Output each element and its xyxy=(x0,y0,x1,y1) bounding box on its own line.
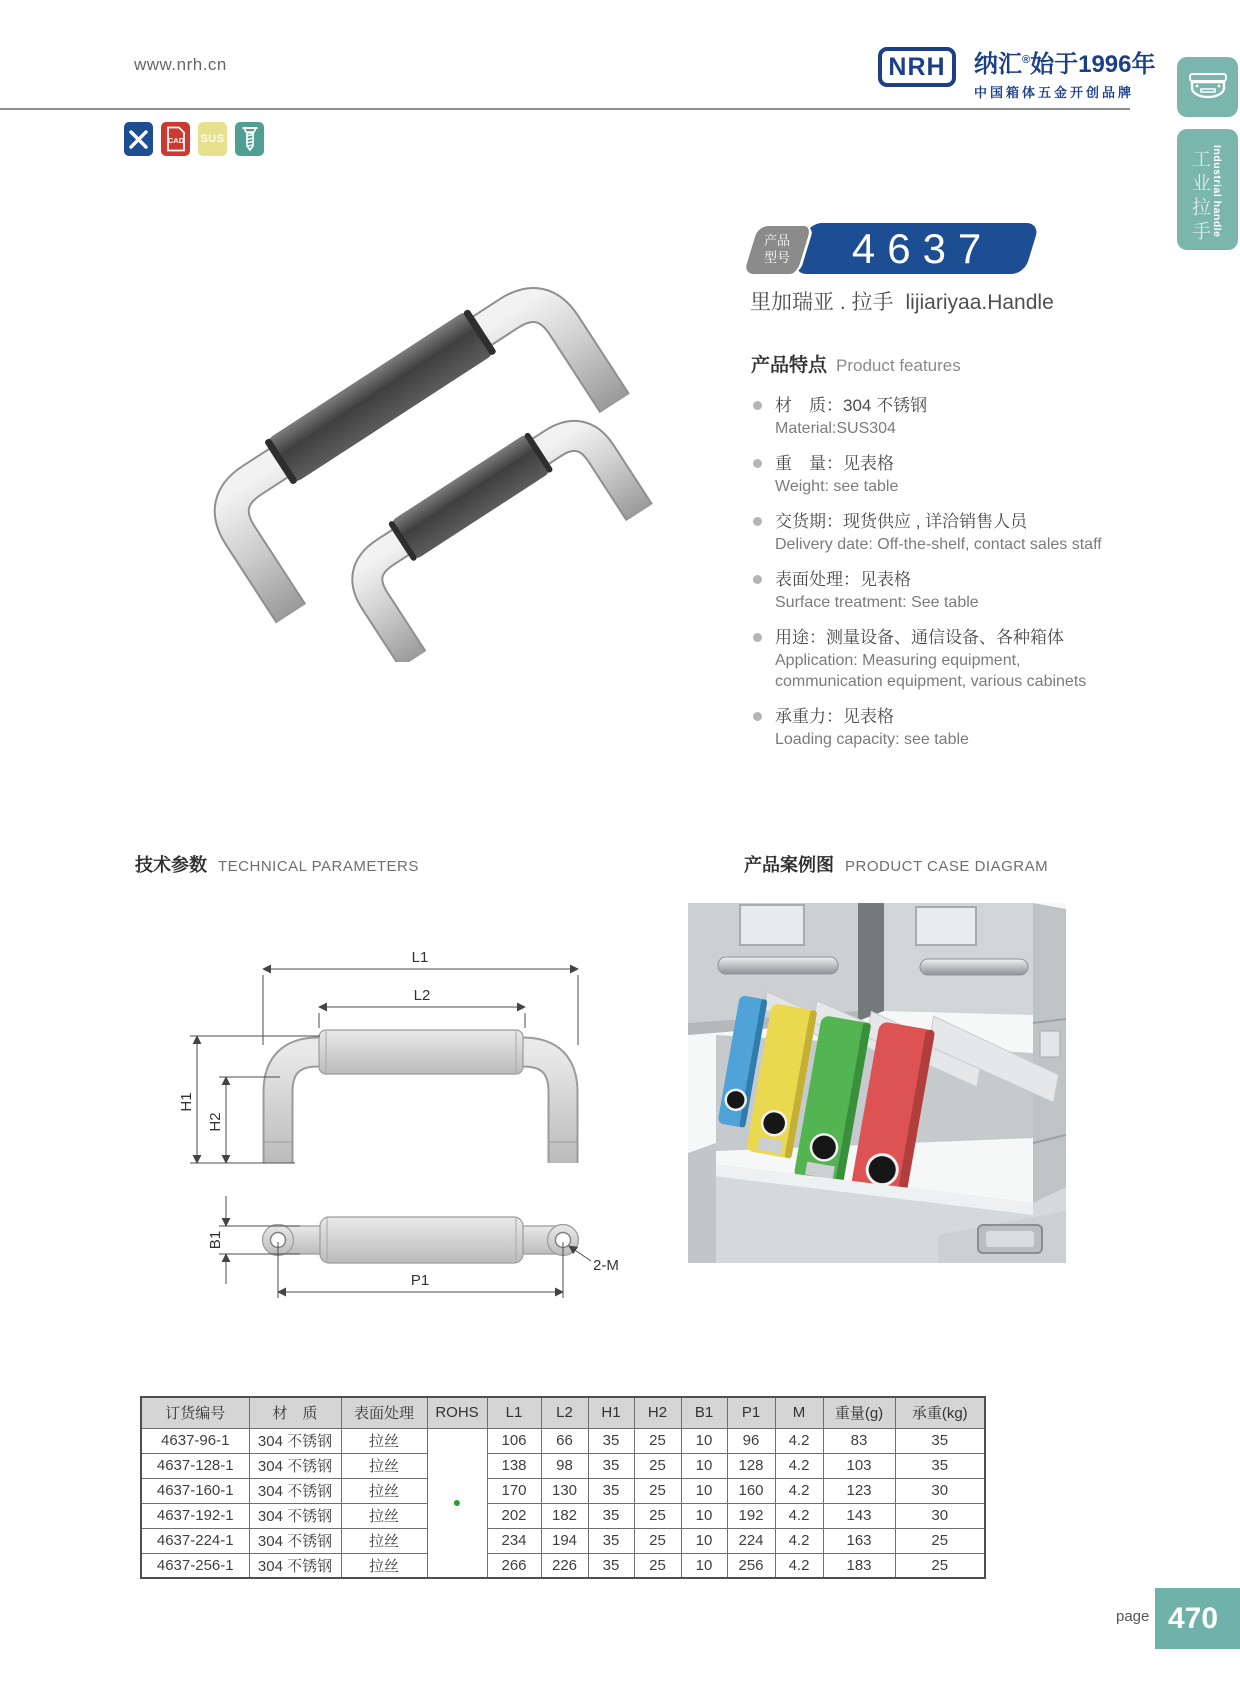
cad-file-icon xyxy=(161,122,190,156)
table-cell: 304 不锈钢 xyxy=(249,1453,341,1478)
table-cell: 4637-96-1 xyxy=(141,1428,249,1453)
feature-text-cn: 用途：测量设备、通信设备、各种箱体 xyxy=(775,628,1064,647)
table-row xyxy=(141,1428,985,1453)
spec-table-wrap xyxy=(140,1396,986,1579)
badges-row xyxy=(124,122,264,156)
table-cell: 4637-224-1 xyxy=(141,1528,249,1553)
table-cell: 35 xyxy=(588,1478,634,1503)
page-number-box xyxy=(1155,1588,1240,1649)
table-cell: 25 xyxy=(634,1503,681,1528)
table-cell: 192 xyxy=(727,1503,775,1528)
column-header: P1 xyxy=(727,1397,775,1428)
tech-heading-cn: 技术参数 xyxy=(135,855,207,875)
table-cell: 25 xyxy=(895,1528,985,1553)
spec-table xyxy=(140,1396,986,1579)
table-cell: 10 xyxy=(681,1478,727,1503)
table-cell: 10 xyxy=(681,1453,727,1478)
table-cell: 35 xyxy=(588,1453,634,1478)
column-header: 表面处理 xyxy=(341,1397,427,1428)
column-header: B1 xyxy=(681,1397,727,1428)
bullet-icon xyxy=(753,459,762,468)
features-list xyxy=(751,394,1123,750)
feature-text-en: Material:SUS304 xyxy=(775,420,896,437)
bullet-icon xyxy=(753,401,762,410)
cad-doc-glyph xyxy=(165,126,187,152)
table-cell: 25 xyxy=(895,1553,985,1578)
feature-item xyxy=(751,705,1123,750)
bullet-icon xyxy=(753,633,762,642)
case-diagram-heading xyxy=(744,851,1048,877)
page-label: page xyxy=(1116,1608,1150,1625)
case-heading-cn: 产品案例图 xyxy=(744,855,834,875)
column-header: 承重(kg) xyxy=(895,1397,985,1428)
features-title-cn: 产品特点 xyxy=(751,355,828,376)
table-cell: 106 xyxy=(487,1428,541,1453)
feature-item xyxy=(751,568,1123,613)
bullet-icon xyxy=(753,517,762,526)
features-title-en: Product features xyxy=(836,356,961,375)
table-cell: 25 xyxy=(634,1553,681,1578)
cad-label: CAD xyxy=(167,136,184,145)
table-cell: 25 xyxy=(634,1453,681,1478)
handle-icon xyxy=(1187,72,1229,102)
table-cell: 138 xyxy=(487,1453,541,1478)
table-cell: 拉丝 xyxy=(341,1553,427,1578)
table-cell: 123 xyxy=(823,1478,895,1503)
page-number: 470 xyxy=(1168,1601,1219,1635)
feature-text-cn: 材 质：304 不锈钢 xyxy=(775,396,928,415)
table-cell: 182 xyxy=(541,1503,588,1528)
table-cell: 160 xyxy=(727,1478,775,1503)
dim-label-h1: H1 xyxy=(178,1092,195,1112)
slogan-main: 纳汇®始于1996年 xyxy=(974,51,1156,78)
dim-label-l2: L2 xyxy=(413,987,431,1004)
feature-text-en: Surface treatment: See table xyxy=(775,594,979,611)
category-label-cn: 工业拉手 xyxy=(1189,149,1210,245)
dim-label-p1: P1 xyxy=(410,1272,430,1289)
table-cell: 4637-192-1 xyxy=(141,1503,249,1528)
category-tab-icon xyxy=(1177,57,1238,117)
table-cell: 128 xyxy=(727,1453,775,1478)
dim-label-2m: 2-M xyxy=(593,1257,619,1274)
table-cell: 143 xyxy=(823,1503,895,1528)
table-cell: 25 xyxy=(634,1478,681,1503)
table-cell: 拉丝 xyxy=(341,1453,427,1478)
handle-small xyxy=(343,405,639,659)
feature-text-cn: 重 量：见表格 xyxy=(775,454,894,473)
brand-slogan xyxy=(974,44,1204,101)
feature-item xyxy=(751,626,1123,692)
table-cell: 66 xyxy=(541,1428,588,1453)
table-cell: 30 xyxy=(895,1478,985,1503)
feature-item xyxy=(751,394,1123,439)
table-cell: 226 xyxy=(541,1553,588,1578)
column-header: L1 xyxy=(487,1397,541,1428)
registered-mark: ® xyxy=(1022,54,1031,66)
feature-text-cn: 交货期：现货供应 , 详洽销售人员 xyxy=(775,512,1028,531)
table-row xyxy=(141,1453,985,1478)
table-cell: 266 xyxy=(487,1553,541,1578)
table-cell: 183 xyxy=(823,1553,895,1578)
table-cell: 10 xyxy=(681,1528,727,1553)
table-cell: 25 xyxy=(634,1428,681,1453)
product-photo xyxy=(150,262,670,662)
table-cell: 224 xyxy=(727,1528,775,1553)
nrh-logo-text: NRH xyxy=(888,52,946,81)
product-subtitle xyxy=(750,286,1054,316)
model-banner xyxy=(793,223,1040,274)
table-cell: 234 xyxy=(487,1528,541,1553)
table-cell: 170 xyxy=(487,1478,541,1503)
features-block xyxy=(751,350,1123,763)
table-cell: 4.2 xyxy=(775,1428,823,1453)
technical-drawing xyxy=(150,880,620,1300)
case-heading-en: PRODUCT CASE DIAGRAM xyxy=(845,858,1049,875)
table-cell: 拉丝 xyxy=(341,1503,427,1528)
table-cell: 96 xyxy=(727,1428,775,1453)
table-cell: 35 xyxy=(588,1553,634,1578)
header-divider xyxy=(0,108,1130,110)
front-view xyxy=(263,1030,578,1163)
table-cell: 304 不锈钢 xyxy=(249,1528,341,1553)
tech-heading-en: TECHNICAL PARAMETERS xyxy=(218,858,419,875)
table-cell: 4.2 xyxy=(775,1478,823,1503)
pencil-ruler-glyph xyxy=(128,129,149,150)
design-tools-icon xyxy=(124,122,153,156)
bullet-icon xyxy=(753,575,762,584)
table-cell: 拉丝 xyxy=(341,1478,427,1503)
table-cell: 304 不锈钢 xyxy=(249,1503,341,1528)
bullet-icon xyxy=(753,712,762,721)
table-cell: 202 xyxy=(487,1503,541,1528)
feature-text-en: Weight: see table xyxy=(775,478,899,495)
table-cell: 35 xyxy=(588,1503,634,1528)
table-cell: 4637-160-1 xyxy=(141,1478,249,1503)
product-name-en: lijiariyaa.Handle xyxy=(905,291,1054,314)
case-photo xyxy=(688,903,1066,1263)
top-view xyxy=(263,1217,579,1263)
features-title xyxy=(751,350,1123,377)
table-cell: 4.2 xyxy=(775,1528,823,1553)
column-header: H2 xyxy=(634,1397,681,1428)
dim-label-l1: L1 xyxy=(411,949,429,966)
table-body xyxy=(141,1428,985,1578)
table-row xyxy=(141,1553,985,1578)
table-cell: 194 xyxy=(541,1528,588,1553)
column-header: ROHS xyxy=(427,1397,487,1428)
rohs-green-dot: ● xyxy=(452,1494,462,1511)
table-cell: 4637-128-1 xyxy=(141,1453,249,1478)
table-cell: 25 xyxy=(634,1528,681,1553)
column-header: 重量(g) xyxy=(823,1397,895,1428)
table-row xyxy=(141,1503,985,1528)
column-header: L2 xyxy=(541,1397,588,1428)
table-cell: 256 xyxy=(727,1553,775,1578)
table-cell: 4637-256-1 xyxy=(141,1553,249,1578)
column-header: 订货编号 xyxy=(141,1397,249,1428)
table-row xyxy=(141,1528,985,1553)
screw-icon xyxy=(235,122,264,156)
category-label-en: Industrial handle xyxy=(1211,145,1223,238)
sus-material-icon xyxy=(198,122,227,156)
table-cell: 10 xyxy=(681,1428,727,1453)
website-url: www.nrh.cn xyxy=(134,55,227,74)
model-number: 4637 xyxy=(851,224,994,272)
table-cell: 拉丝 xyxy=(341,1428,427,1453)
table-header-row xyxy=(141,1397,985,1428)
nrh-logo xyxy=(878,47,956,87)
sus-label: SUS xyxy=(200,133,225,145)
slogan-sub: 中国箱体五金开创品牌 xyxy=(974,85,1135,100)
table-cell: 4.2 xyxy=(775,1553,823,1578)
table-cell: 304 不锈钢 xyxy=(249,1553,341,1578)
model-tag-text: 产品 型号 xyxy=(764,233,791,265)
feature-item xyxy=(751,452,1123,497)
product-name-cn: 里加瑞亚 . 拉手 xyxy=(750,291,894,314)
category-tab-label xyxy=(1177,129,1238,250)
column-header: 材 质 xyxy=(249,1397,341,1428)
screw-glyph xyxy=(240,126,260,152)
table-cell: 拉丝 xyxy=(341,1528,427,1553)
table-cell: 130 xyxy=(541,1478,588,1503)
dim-label-h2: H2 xyxy=(207,1112,224,1132)
feature-text-cn: 表面处理：见表格 xyxy=(775,570,911,589)
feature-text-en: Application: Measuring equipment, communication equipment, various cabinets xyxy=(775,652,1087,690)
table-cell: 103 xyxy=(823,1453,895,1478)
tech-params-heading xyxy=(135,851,419,877)
table-cell: 35 xyxy=(895,1428,985,1453)
rohs-cell xyxy=(427,1428,487,1578)
table-row xyxy=(141,1478,985,1503)
table-cell: 304 不锈钢 xyxy=(249,1428,341,1453)
table-cell: 35 xyxy=(895,1453,985,1478)
feature-item xyxy=(751,510,1123,555)
table-cell: 98 xyxy=(541,1453,588,1478)
table-cell: 4.2 xyxy=(775,1503,823,1528)
table-cell: 83 xyxy=(823,1428,895,1453)
table-cell: 35 xyxy=(588,1528,634,1553)
table-cell: 163 xyxy=(823,1528,895,1553)
dim-label-b1: B1 xyxy=(207,1230,224,1250)
feature-text-en: Delivery date: Off-the-shelf, contact sales staff xyxy=(775,536,1102,553)
table-cell: 10 xyxy=(681,1503,727,1528)
feature-text-cn: 承重力：见表格 xyxy=(775,707,894,726)
table-cell: 4.2 xyxy=(775,1453,823,1478)
column-header: H1 xyxy=(588,1397,634,1428)
table-cell: 35 xyxy=(588,1428,634,1453)
table-cell: 10 xyxy=(681,1553,727,1578)
table-cell: 304 不锈钢 xyxy=(249,1478,341,1503)
feature-text-en: Loading capacity: see table xyxy=(775,731,969,748)
table-cell: 30 xyxy=(895,1503,985,1528)
column-header: M xyxy=(775,1397,823,1428)
